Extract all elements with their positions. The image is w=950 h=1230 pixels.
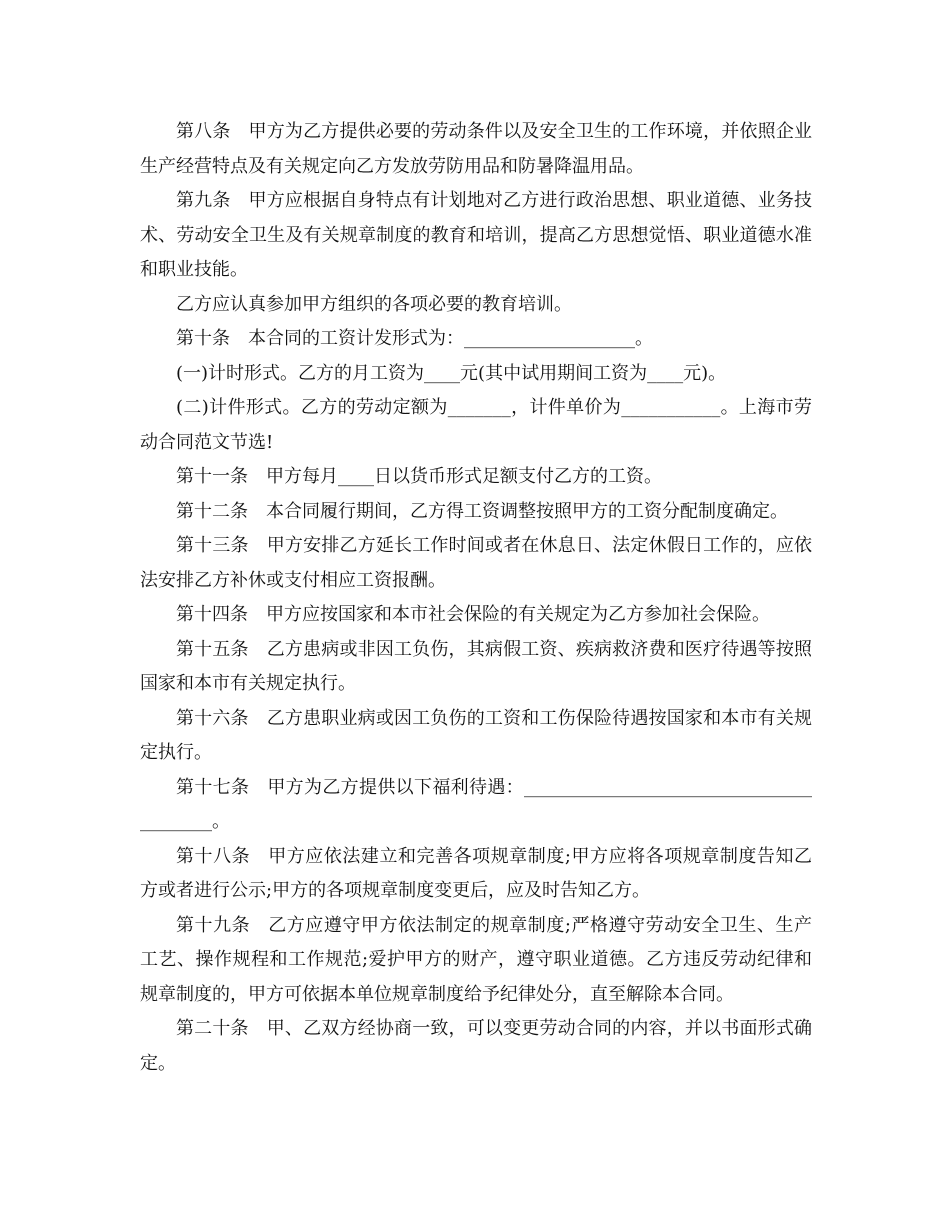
article-number: 第二十条: [176, 1018, 249, 1039]
article-number: 第九条: [176, 190, 231, 211]
article-text: 甲方应依法建立和完善各项规章制度;甲方应将各项规章制度告知乙方或者进行公示;甲方的各项规章制度变更后，应及时告知乙方。: [140, 845, 813, 901]
paragraph-article-20: [140, 1012, 812, 1081]
article-text: 乙方应认真参加甲方组织的各项必要的教育培训。: [176, 293, 572, 315]
article-text: 乙方患职业病或因工负伤的工资和工伤保险待遇按国家和本市有关规定执行。: [140, 707, 813, 763]
paragraph-article-10-item-1: [140, 357, 812, 392]
article-text: 甲方安排乙方延长工作时间或者在休息日、法定休假日工作的，应依法安排乙方补休或支付相应工资报酬。: [140, 535, 813, 591]
paragraph-article-18: [140, 840, 812, 909]
paragraph-article-9-continued: [140, 288, 812, 323]
article-number: 第十二条: [176, 500, 248, 522]
article-text: 甲方应按国家和本市社会保险的有关规定为乙方参加社会保险。: [266, 604, 770, 625]
article-text: 甲方为乙方提供必要的劳动条件以及安全卫生的工作环境，并依照企业生产经营特点及有关规定向乙方发放劳防用品和防暑降温用品。: [140, 121, 812, 177]
paragraph-article-13: [140, 529, 812, 598]
paragraph-article-17: [140, 771, 812, 840]
paragraph-article-10-item-2: [140, 391, 812, 460]
paragraph-article-10: [140, 322, 812, 357]
article-text: 乙方应遵守甲方依法制定的规章制度;严格遵守劳动安全卫生、生产工艺、操作规程和工作规范;爱护甲方的财产，遵守职业道德。乙方违反劳动纪律和规章制度的，甲方可依据本单位规章制度给予纪律处分，直至解除本合同。: [140, 914, 813, 1005]
article-text: 甲、乙双方经协商一致，可以变更劳动合同的内容，并以书面形式确定。: [140, 1018, 813, 1074]
paragraph-article-9: [140, 184, 812, 288]
article-text: 本合同履行期间，乙方得工资调整按照甲方的工资分配制度确定。: [266, 500, 788, 522]
article-number: 第十九条: [176, 914, 251, 936]
article-text: 甲方为乙方提供以下福利待遇：________________________________________。: [140, 776, 813, 832]
article-text: (二)计件形式。乙方的劳动定额为_______，计件单价为___________。上海市劳动合同范文节选!: [140, 397, 812, 453]
article-number: 第十五条: [176, 638, 249, 660]
article-number: 第十七条: [176, 776, 250, 798]
article-number: 第十一条: [176, 466, 248, 487]
article-number: 第十六条: [176, 707, 249, 729]
paragraph-article-15: [140, 633, 812, 702]
article-text: 甲方应根据自身特点有计划地对乙方进行政治思想、职业道德、业务技术、劳动安全卫生及有关规章制度的教育和培训，提高乙方思想觉悟、职业道德水准和职业技能。: [140, 190, 812, 280]
article-number: 第十条: [176, 328, 230, 349]
article-number: 第十四条: [176, 604, 248, 625]
article-text: 乙方患病或非因工负伤，其病假工资、疾病救济费和医疗待遇等按照国家和本市有关规定执行。: [140, 638, 813, 694]
paragraph-article-19: [140, 909, 812, 1013]
article-number: 第八条: [176, 121, 231, 142]
paragraph-article-8: [140, 115, 812, 184]
article-number: 第十三条: [176, 535, 249, 556]
contract-body: [140, 115, 812, 1081]
paragraph-article-12: [140, 495, 812, 530]
article-text: (一)计时形式。乙方的月工资为____元(其中试用期间工资为____元)。: [176, 362, 727, 384]
paragraph-article-16: [140, 702, 812, 771]
article-text: 本合同的工资计发形式为：___________________。: [248, 328, 653, 349]
article-number: 第十八条: [176, 845, 251, 867]
paragraph-article-11: [140, 460, 812, 495]
paragraph-article-14: [140, 598, 812, 633]
article-text: 甲方每月____日以货币形式足额支付乙方的工资。: [266, 466, 662, 487]
